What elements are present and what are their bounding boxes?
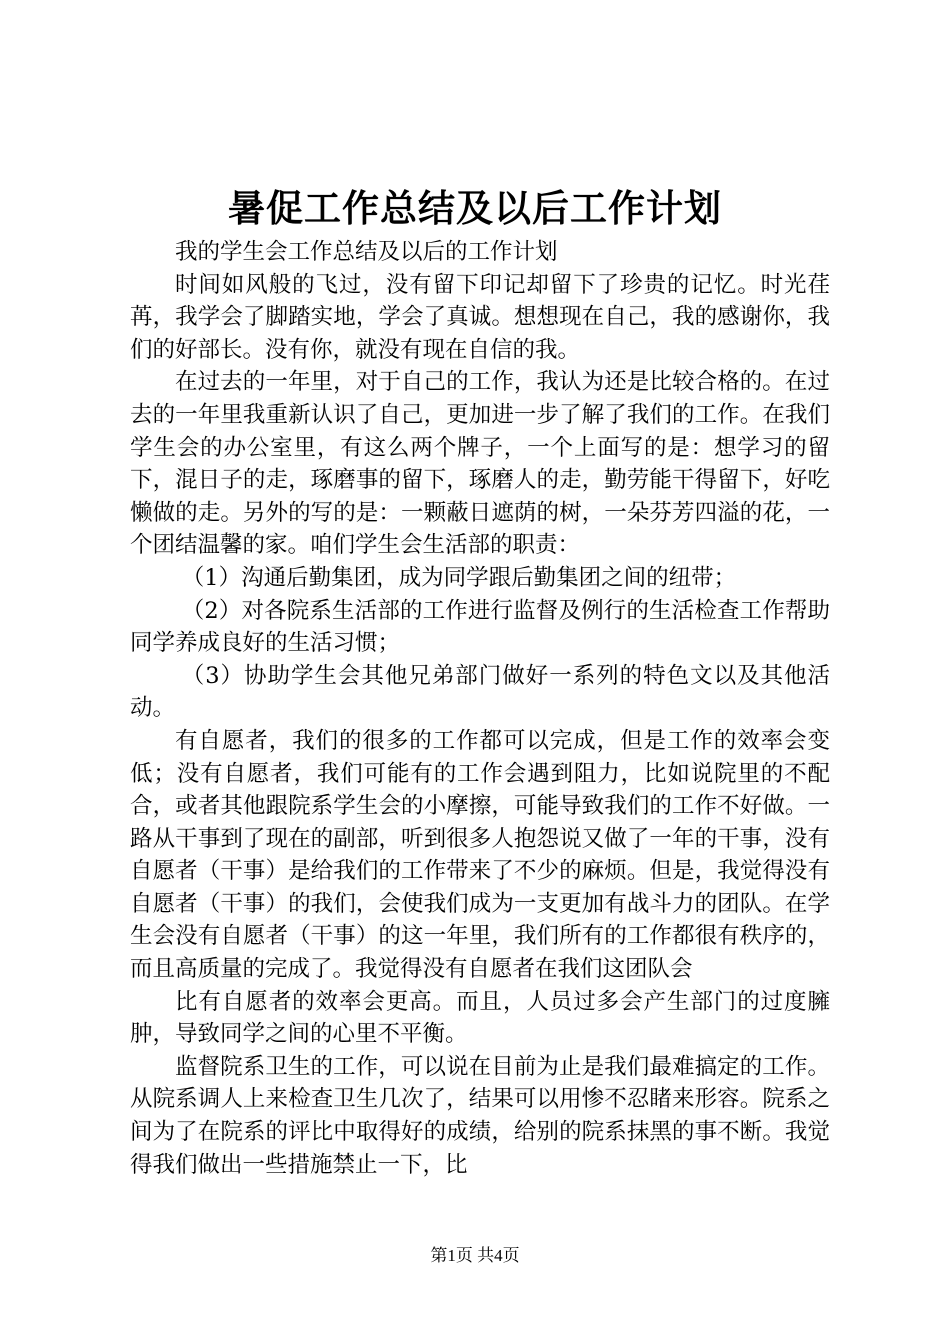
- document-title: 暑促工作总结及以后工作计划: [228, 186, 722, 230]
- list-item: （1）沟通后勤集团，成为同学跟后勤集团之间的纽带；: [181, 564, 737, 591]
- document-body: [130, 236, 830, 1181]
- paragraph: 在过去的一年里，对于自己的工作，我认为还是比较合格的。在过去的一年里我重新认识了自己，更加进一步了解了我们的工作。在我们学生会的办公室里，有这么两个牌子，一个上面写的是：想学习的留下，混日子的走，琢磨事的留下，琢磨人的走，勤劳能干得留下，好吃懒做的走。另外的写的是：一颗蔽日遮荫的树，一朵芬芳四溢的花，一个团结温馨的家。咱们学生会生活部的职责：: [130, 369, 830, 559]
- paragraph: 监督院系卫生的工作，可以说在目前为止是我们最难搞定的工作。从院系调人上来检查卫生几次了，结果可以用惨不忍睹来形容。院系之间为了在院系的评比中取得好的成绩，给别的院系抹黑的事不断。我觉得我们做出一些措施禁止一下，比: [130, 1053, 830, 1178]
- paragraph: 时间如风般的飞过，没有留下印记却留下了珍贵的记忆。时光荏苒，我学会了脚踏实地，学会了真诚。想想现在自己，我的感谢你，我们的好部长。没有你，就没有现在自信的我。: [130, 271, 830, 363]
- list-item: （2）对各院系生活部的工作进行监督及例行的生活检查工作帮助同学养成良好的生活习惯；: [130, 597, 830, 657]
- paragraph: 有自愿者，我们的很多的工作都可以完成，但是工作的效率会变低；没有自愿者，我们可能有的工作会遇到阻力，比如说院里的不配合，或者其他跟院系学生会的小摩擦，可能导致我们的工作不好做。一路从干事到了现在的副部，听到很多人抱怨说又做了一年的干事，没有自愿者（干事）是给我们的工作带来了不少的麻烦。但是，我觉得没有自愿者（干事）的我们，会使我们成为一支更加有战斗力的团队。在学生会没有自愿者（干事）的这一年里，我们所有的工作都很有秩序的，而且高质量的完成了。我觉得没有自愿者在我们这团队会: [130, 727, 830, 983]
- paragraph-heading: 我的学生会工作总结及以后的工作计划: [175, 239, 558, 265]
- list-item: （3）协助学生会其他兄弟部门做好一系列的特色文以及其他活动。: [130, 662, 830, 722]
- paragraph: 比有自愿者的效率会更高。而且，人员过多会产生部门的过度臃肿，导致同学之间的心里不平衡。: [130, 988, 830, 1048]
- page-footer: 第1页 共4页: [430, 1246, 520, 1265]
